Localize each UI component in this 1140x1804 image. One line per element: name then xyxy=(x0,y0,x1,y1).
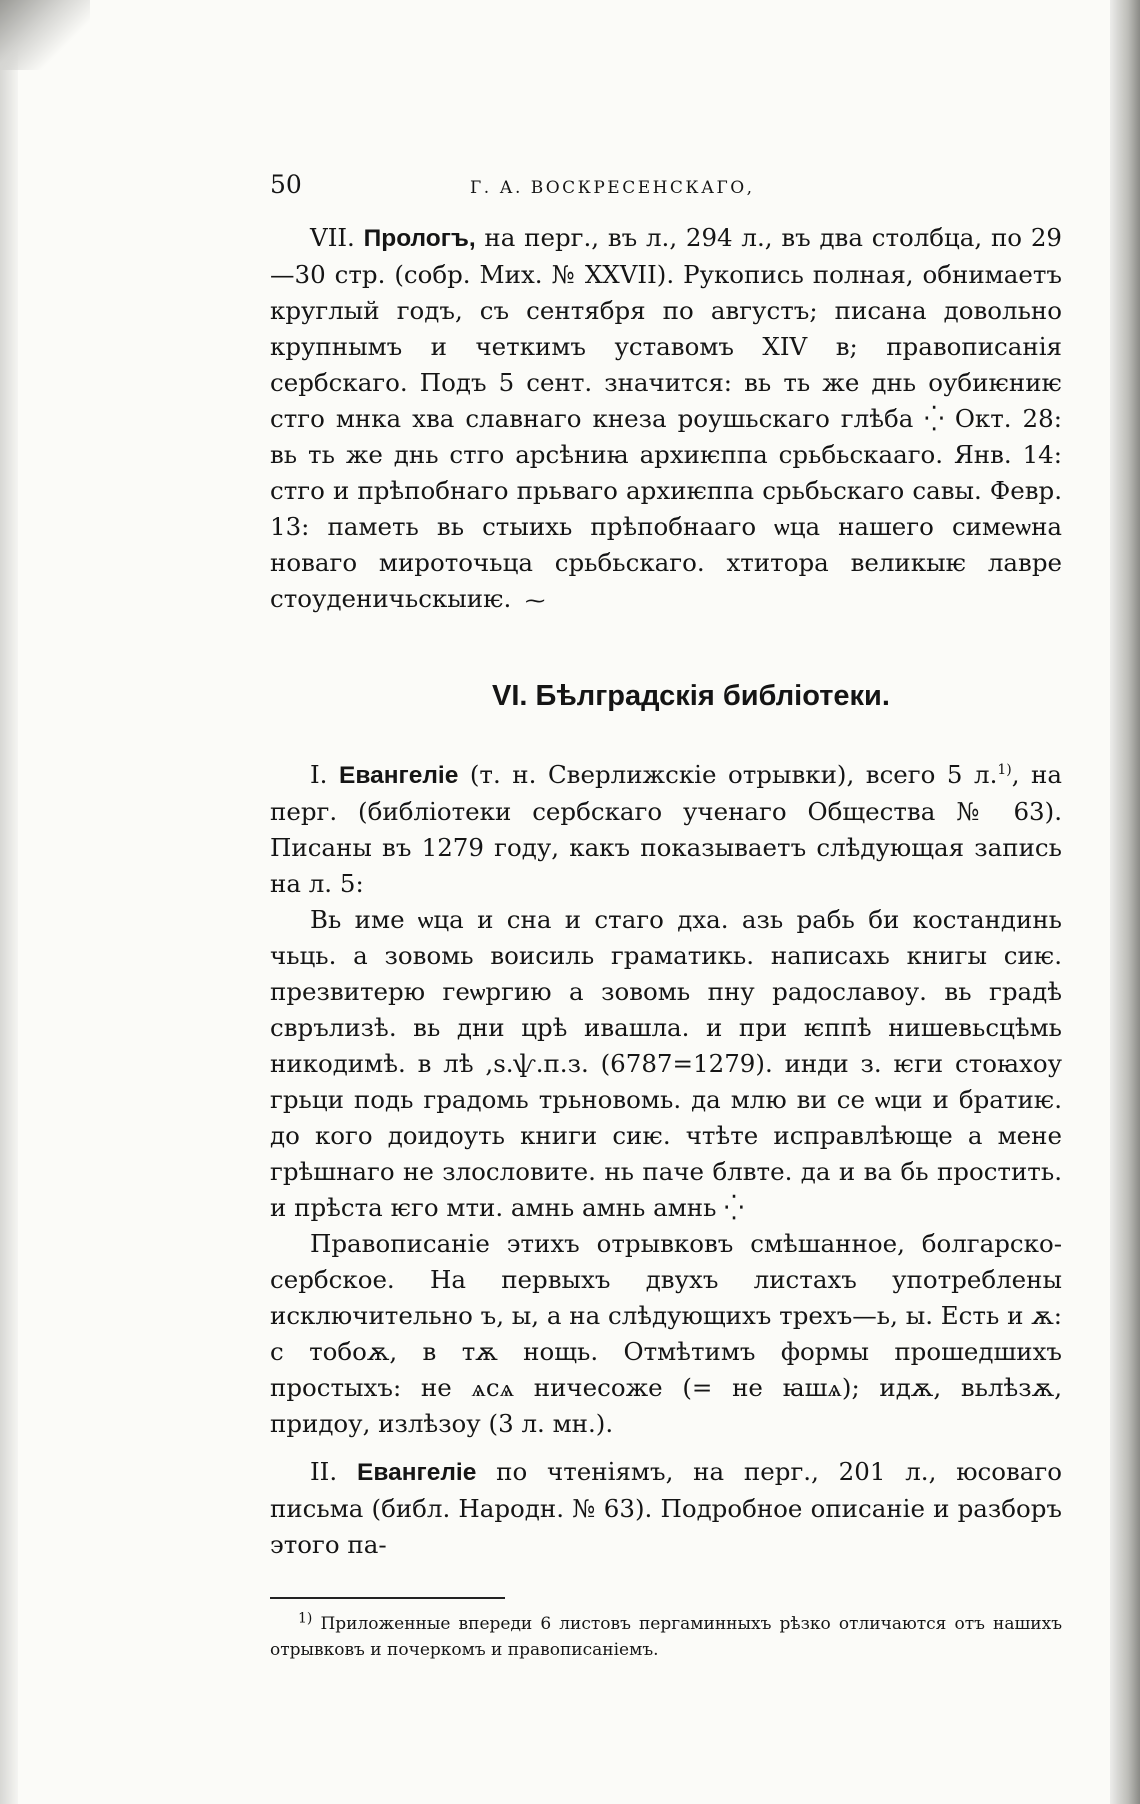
footnote-mark: 1) xyxy=(298,1610,313,1627)
footnote xyxy=(270,1611,1062,1663)
entry-prolog xyxy=(270,220,1062,618)
orthography-note: Правописаніе этихъ отрывковъ смѣшанное, болгарско-сербское. На первыхъ двухъ листахъ употреблены исключительно ъ, ы, а на слѣдующихъ трехъ—ь, ы. Есть и ѫ: с тобоѫ, в тѫ нощь. Отмѣтимъ формы прошедшихъ простыхъ: не ѧсѧ ничесоже (= не ꙗшѧ); идѫ, вьлѣзѫ, придоу, излѣзоу (3 л. мн.). xyxy=(270,1229,1062,1438)
entry-gospel-1 xyxy=(270,757,1062,902)
page-corner-curl xyxy=(0,0,90,70)
section-title: VI. Бѣлградскія библіотеки. xyxy=(492,680,890,712)
page-number: 50 xyxy=(270,170,302,199)
entry-prolog-title: Прологъ, xyxy=(363,225,476,252)
entry-gospel-1-text: (т. н. Сверлижскіе отрывки), всего 5 л. xyxy=(469,760,998,789)
page-content xyxy=(270,170,1062,1663)
entry-gospel-2-text: по чтеніямъ, на перг., 201 л., юсоваго письма (библ. Народн. № 63). Подробное описаніе и разборъ этого па- xyxy=(270,1457,1062,1559)
end-flourish: ⁓ xyxy=(525,588,546,612)
footnote-text: Приложенные впереди 6 листовъ пергаминныхъ рѣзко отличаются отъ нашихъ отрывковъ и почеркомъ и правописаніемъ. xyxy=(270,1614,1063,1660)
entry-gospel-1-number: I. xyxy=(310,760,328,789)
entry-gospel-2-title: Евангеліе xyxy=(356,1459,477,1486)
entry-gospel-1-text-cont: , на перг. (библіотеки сербскаго ученаго Общества № 63). Писаны въ 1279 году, какъ показываетъ слѣдующая запись на л. 5: xyxy=(270,760,1062,898)
page-right-edge xyxy=(1110,0,1140,1804)
entry-prolog-text: на перг., въ л., 294 л., въ два столбца, по 29—30 стр. (собр. Мих. № XXVII). Рукопись полная, обнимаетъ круглый годъ, съ сентября по августъ; писана довольно крупнымъ и четкимъ уставомъ XIV в; правописанія сербскаго. Подъ 5 сент. значится: вь ть же днь оубиѥниѥ стго мнка хва славнаго кнеза роушьскаго глѣба ⁛ Окт. 28: вь ть же днь стго арсѣниꙗ архиѥппа срьбьскааго. Янв. 14: стго и прѣпобнаго прьваго архиѥппа срьбьскаго савы. Февр. 13: паметь вь стыихь прѣпобнааго ѡца нашего симеѡна новаго мироточьца срьбьскаго. хтитора великыѥ лавре стоуденичьскыиѥ. xyxy=(270,223,1062,613)
entry-gospel-2-number: II. xyxy=(310,1457,338,1486)
entry-prolog-number: VII. xyxy=(310,223,355,252)
running-head-title: Г. А. ВОСКРЕСЕНСКАГО, xyxy=(470,178,755,198)
footnote-rule xyxy=(270,1597,505,1599)
footnote-reference: 1) xyxy=(997,761,1012,778)
entry-gospel-1-title: Евангеліе xyxy=(339,762,459,789)
running-head xyxy=(270,170,1062,220)
entry-gospel-2 xyxy=(270,1454,1062,1563)
colophon-quote: Вь име ѡца и сна и стаго дха. азь рабь би костандинь чьць. а зовомь воисиль граматикь. написахь книгы сиѥ. презвитерю геѡргию а зовомь пну радославоу. вь градѣ сврълизѣ. вь дни црѣ ивашла. и при ѥппѣ нишевьсцѣмь никодимѣ. в лѣ ,ѕ.ѱ.п.з. (6787=1279). инди з. ѥги стоꙗхоу грьци подь градомь трьновомь. да млю ви се ѡци и братиѥ. до кого доидоуть книги сиѥ. чтѣте исправлѣюще а мене грѣшнаго не злословите. нь паче блвте. да и ва бь простить. и прѣста ѥго мти. амнь амнь амнь ⁛ xyxy=(270,905,1062,1222)
page-left-edge xyxy=(0,0,18,1804)
